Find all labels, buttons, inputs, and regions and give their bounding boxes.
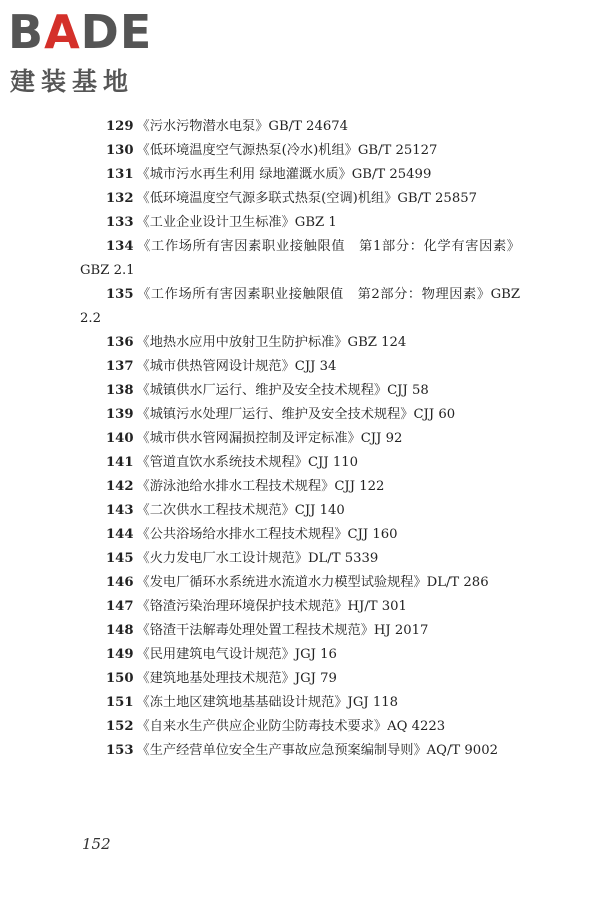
item-text: 《冻土地区建筑地基基础设计规范》JGJ 118 xyxy=(136,695,399,710)
item-text: 《工作场所有害因素职业接触限值 第1部分：化学有害因素》GBZ 2.1 xyxy=(80,239,520,278)
item-number: 153 xyxy=(106,743,134,758)
item-number: 148 xyxy=(106,623,134,638)
item-number: 136 xyxy=(106,335,134,350)
item-text: 《城市供热管网设计规范》CJJ 34 xyxy=(136,359,337,374)
watermark-letters xyxy=(8,6,152,58)
item-text: 《低环境温度空气源热泵(冷水)机组》GB/T 25127 xyxy=(136,143,438,158)
item-text: 《建筑地基处理技术规范》JGJ 79 xyxy=(136,671,337,686)
item-text: 《工作场所有害因素职业接触限值 第2部分：物理因素》GBZ 2.2 xyxy=(80,287,520,326)
item-number: 147 xyxy=(106,599,134,614)
page-number: 152 xyxy=(82,835,111,853)
item-number: 129 xyxy=(106,119,134,134)
item-text: 《火力发电厂水工设计规范》DL/T 5339 xyxy=(136,551,379,566)
item-text: 《民用建筑电气设计规范》JGJ 16 xyxy=(136,647,337,662)
watermark-letters-de: DE xyxy=(80,5,153,59)
item-number: 139 xyxy=(106,407,134,422)
item-text: 《城市供水管网漏损控制及评定标准》CJJ 92 xyxy=(136,431,403,446)
list-item xyxy=(80,187,520,211)
item-text: 《污水污物潜水电泵》GB/T 24674 xyxy=(136,119,349,134)
list-item xyxy=(80,427,520,451)
item-text: 《低环境温度空气源多联式热泵(空调)机组》GB/T 25857 xyxy=(136,191,477,206)
item-number: 145 xyxy=(106,551,134,566)
list-item xyxy=(80,211,520,235)
item-number: 133 xyxy=(106,215,134,230)
list-item xyxy=(80,283,520,331)
item-number: 138 xyxy=(106,383,134,398)
item-number: 132 xyxy=(106,191,134,206)
list-item xyxy=(80,403,520,427)
watermark-letter-a: A xyxy=(44,5,81,59)
item-text: 《管道直饮水系统技术规程》CJJ 110 xyxy=(136,455,358,470)
list-item xyxy=(80,499,520,523)
item-number: 137 xyxy=(106,359,134,374)
list-item xyxy=(80,739,520,763)
item-text: 《游泳池给水排水工程技术规程》CJJ 122 xyxy=(136,479,385,494)
list-item xyxy=(80,667,520,691)
watermark-letter-b: B xyxy=(8,5,45,59)
list-item xyxy=(80,595,520,619)
item-number: 134 xyxy=(106,239,134,254)
standards-list xyxy=(80,115,520,763)
list-item xyxy=(80,451,520,475)
list-item xyxy=(80,547,520,571)
list-item xyxy=(80,115,520,139)
item-text: 《地热水应用中放射卫生防护标准》GBZ 124 xyxy=(136,335,407,350)
list-item xyxy=(80,715,520,739)
item-text: 《生产经营单位安全生产事故应急预案编制导则》AQ/T 9002 xyxy=(136,743,498,758)
item-number: 150 xyxy=(106,671,134,686)
list-item xyxy=(80,379,520,403)
item-number: 146 xyxy=(106,575,134,590)
item-number: 151 xyxy=(106,695,134,710)
item-text: 《工业企业设计卫生标准》GBZ 1 xyxy=(136,215,337,230)
item-number: 131 xyxy=(106,167,134,182)
item-number: 135 xyxy=(106,287,134,302)
item-number: 152 xyxy=(106,719,134,734)
list-item xyxy=(80,571,520,595)
item-text: 《铬渣污染治理环境保护技术规范》HJ/T 301 xyxy=(136,599,407,614)
item-number: 130 xyxy=(106,143,134,158)
list-item xyxy=(80,643,520,667)
item-text: 《发电厂循环水系统进水流道水力模型试验规程》DL/T 286 xyxy=(136,575,489,590)
list-item xyxy=(80,691,520,715)
item-text: 《城市污水再生利用 绿地灌溉水质》GB/T 25499 xyxy=(136,167,432,182)
item-number: 143 xyxy=(106,503,134,518)
item-text: 《公共浴场给水排水工程技术规程》CJJ 160 xyxy=(136,527,398,542)
item-text: 《自来水生产供应企业防尘防毒技术要求》AQ 4223 xyxy=(136,719,446,734)
list-item xyxy=(80,355,520,379)
item-text: 《二次供水工程技术规范》CJJ 140 xyxy=(136,503,345,518)
item-text: 《城镇供水厂运行、维护及安全技术规程》CJJ 58 xyxy=(136,383,429,398)
item-text: 《城镇污水处理厂运行、维护及安全技术规程》CJJ 60 xyxy=(136,407,456,422)
list-item xyxy=(80,331,520,355)
item-text: 《铬渣干法解毒处理处置工程技术规范》HJ 2017 xyxy=(136,623,429,638)
item-number: 140 xyxy=(106,431,134,446)
list-item xyxy=(80,163,520,187)
bade-watermark-logo xyxy=(8,6,178,96)
item-number: 141 xyxy=(106,455,134,470)
list-item xyxy=(80,523,520,547)
list-item xyxy=(80,619,520,643)
list-item xyxy=(80,235,520,283)
list-item xyxy=(80,139,520,163)
item-number: 142 xyxy=(106,479,134,494)
item-number: 144 xyxy=(106,527,134,542)
watermark-subtitle: 建装基地 xyxy=(10,67,135,96)
item-number: 149 xyxy=(106,647,134,662)
list-item xyxy=(80,475,520,499)
